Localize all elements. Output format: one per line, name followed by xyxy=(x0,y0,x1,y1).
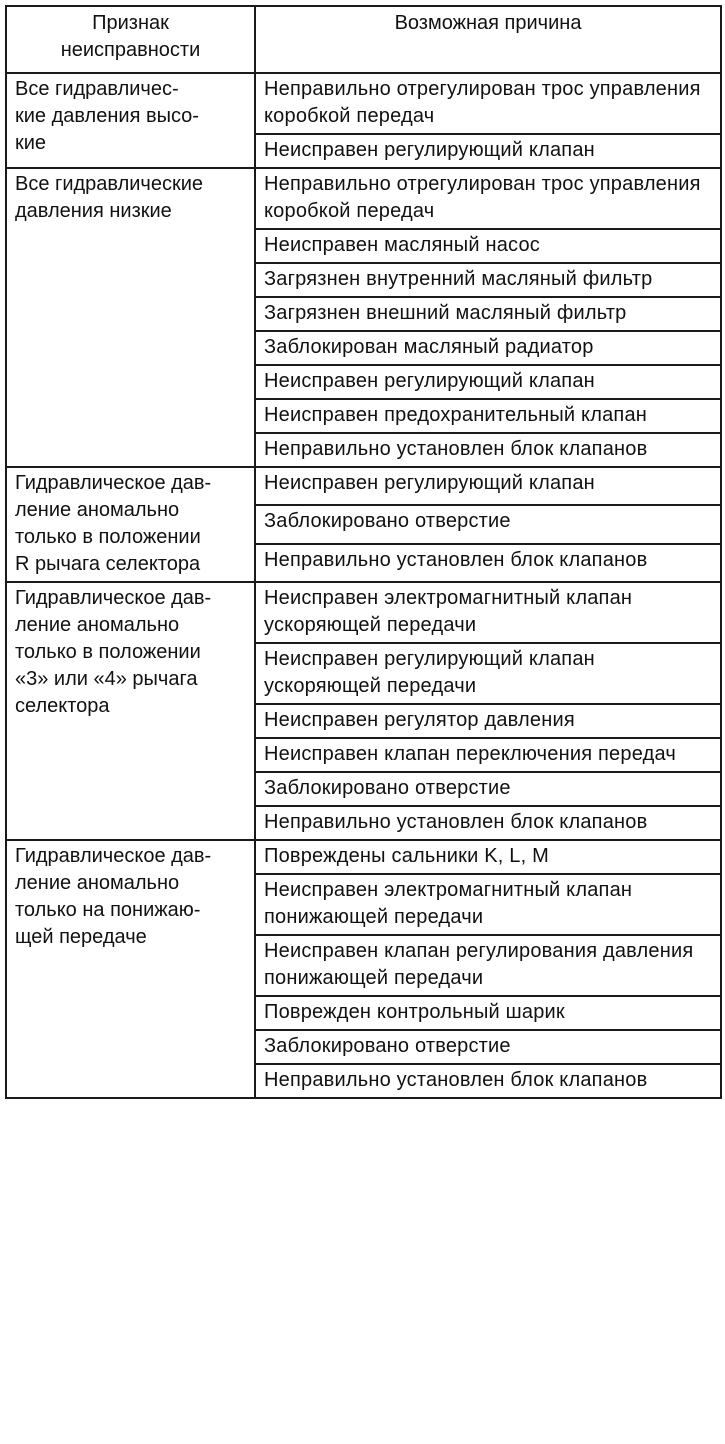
symptom-cell: Гидравлическое дав- ление аномально только на понижаю- щей передаче xyxy=(6,840,255,1098)
cause-cell: Заблокировано отверстие xyxy=(255,1030,721,1064)
table-row xyxy=(6,582,721,643)
cause-cell: Заблокировано отверстие xyxy=(255,772,721,806)
cause-cell: Неисправен масляный насос xyxy=(255,229,721,263)
cause-cell: Загрязнен внешний масляный фильтр xyxy=(255,297,721,331)
symptom-cell: Гидравлическое дав- ление аномально только в положении R рычага селектора xyxy=(6,467,255,582)
cause-cell: Неисправен клапан переключения передач xyxy=(255,738,721,772)
cause-cell: Неправильно отрегулирован трос управления коробкой передач xyxy=(255,73,721,134)
table-body xyxy=(6,73,721,1098)
symptom-header-line: неисправности xyxy=(60,39,201,61)
symptom-cell: Гидравлическое дав- ление аномально только в положении «3» или «4» рычага селектора xyxy=(6,582,255,840)
cause-cell: Неисправен регулятор давления xyxy=(255,704,721,738)
cause-cell: Неисправен клапан регулирования давления понижающей передачи xyxy=(255,935,721,996)
symptom-header xyxy=(6,6,255,73)
cause-header: Возможная причина xyxy=(255,6,721,73)
cause-cell: Неправильно установлен блок клапанов xyxy=(255,806,721,840)
symptom-cell: Все гидравличес- кие давления высо- кие xyxy=(6,73,255,168)
cause-cell: Неправильно установлен блок клапанов xyxy=(255,1064,721,1098)
table-row xyxy=(6,840,721,874)
cause-cell: Неисправен электромагнитный клапан понижающей передачи xyxy=(255,874,721,935)
symptom-header-line: Признак xyxy=(92,12,169,34)
cause-cell: Неправильно установлен блок клапанов xyxy=(255,544,721,582)
fault-table xyxy=(5,5,722,1099)
cause-cell: Неисправен регулирующий клапан xyxy=(255,467,721,505)
table-row xyxy=(6,467,721,505)
cause-cell: Неисправен электромагнитный клапан ускоряющей передачи xyxy=(255,582,721,643)
cause-cell: Загрязнен внутренний масляный фильтр xyxy=(255,263,721,297)
cause-cell: Неисправен предохранительный клапан xyxy=(255,399,721,433)
symptom-cell: Все гидравлические давления низкие xyxy=(6,168,255,467)
cause-cell: Заблокирован масляный радиатор xyxy=(255,331,721,365)
cause-cell: Неправильно установлен блок клапанов xyxy=(255,433,721,467)
cause-cell: Заблокировано отверстие xyxy=(255,505,721,543)
table-row xyxy=(6,73,721,134)
cause-cell: Неисправен регулирующий клапан xyxy=(255,365,721,399)
cause-cell: Неисправен регулирующий клапан ускоряющей передачи xyxy=(255,643,721,704)
cause-cell: Неисправен регулирующий клапан xyxy=(255,134,721,168)
table-row xyxy=(6,168,721,229)
cause-cell: Неправильно отрегулирован трос управления коробкой передач xyxy=(255,168,721,229)
header-row xyxy=(6,6,721,73)
page xyxy=(5,5,720,1099)
cause-cell: Поврежден контрольный шарик xyxy=(255,996,721,1030)
cause-cell: Повреждены сальники K, L, M xyxy=(255,840,721,874)
